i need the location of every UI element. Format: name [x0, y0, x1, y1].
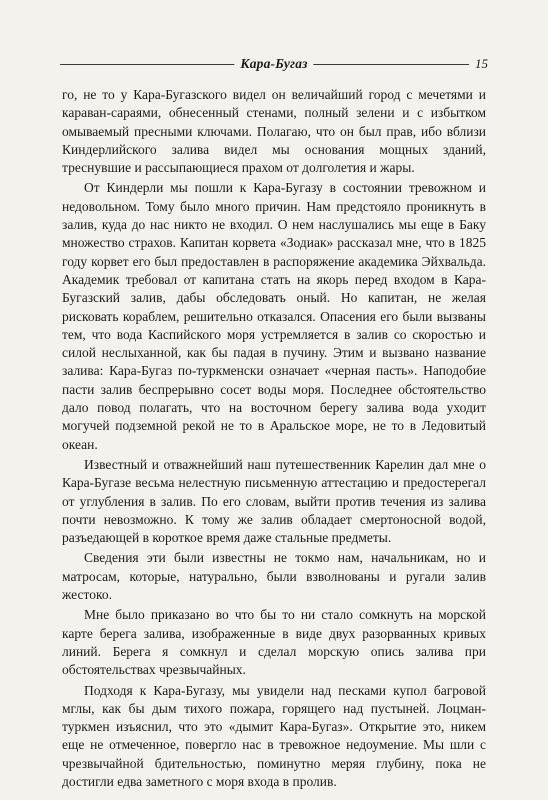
page-number: 15: [469, 55, 488, 73]
running-head: Кара-Бугаз: [234, 55, 313, 73]
page-header: [60, 55, 488, 73]
paragraph: Известный и отважнейший наш путешественник Карелин дал мне о Кара-Бугазе весьма нелестную письменную аттестацию и предостерегал от углубления в залив. По его словам, выйти против течения из залива почти невозможно. К тому же залив обладает смертоносной водой, разъедающей в короткое время даже стальные предметы.: [62, 456, 486, 546]
paragraph: Сведения эти были известны не токмо нам, начальникам, но и матросам, которые, натурально, были взволнованы и ругали залив жестоко.: [62, 550, 486, 603]
paragraph: Мне было приказано во что бы то ни стало сомкнуть на морской карте берега залива, изображенные в виде двух разорванных кривых линий. Берега я сомкнул и сделал морскую опись залива при обстоятельствах чрезвычайных.: [62, 607, 486, 678]
paragraph: От Киндерли мы пошли к Кара-Бугазу в состоянии тревожном и недовольном. Тому было много причин. Нам предстояло проникнуть в залив, куда до нас никто не входил. О нем наслушались мы еще в Баку множество страхов. Капитан корвета «Зодиак» рассказал мне, что в 1825 году корвет его был предоставлен в распоряжение академика Эйхвальда. Академик требовал от капитана стать на якорь перед входом в Кара-Бугазский залив, дабы обследовать оный. Но капитан, не желая рисковать кораблем, решительно отказался. Опасения его были вызваны тем, что вода Каспийского моря устремляется в залив со скоростью и силой неслыханной, как бы падая в пучину. Этим и вызвано название залива: Кара-Бугаз по-туркменски означает «черная пасть». Наподобие пасти залив беспрерывно сосет воды моря. Последнее обстоятельство дало повод полагать, что на восточном берегу залива вода уходит могучей подземной рекой не то в Аральское море, не то в Ледовитый океан.: [62, 180, 486, 452]
paragraph: го, не то у Кара-Бугазского видел он величайший город с мечетями и караван-сараями, обнесенный стенами, полный зелени и с избытком омываемый пресными ключами. Полагаю, что он был прав, ибо вблизи Киндерлийского залива видел мы основания мощных зданий, треснувшие и рассыпающиеся прахом от долголетия и жары.: [62, 87, 486, 176]
paragraph: Подходя к Кара-Бугазу, мы увидели над песками купол багровой мглы, как бы дым тихого пожара, горящего над пустыней. Лоцман-туркмен изъяснил, что это «дымит Кара-Бугаз». Открытие это, никем еще не отмеченное, повергло нас в тревожное недоумение. Мы шли с чрезвычайной бдительностью, поминутно меряя глубину, пока не достигли едва заметного с моря входа в пролив.: [62, 682, 486, 789]
body-text: [62, 86, 486, 793]
